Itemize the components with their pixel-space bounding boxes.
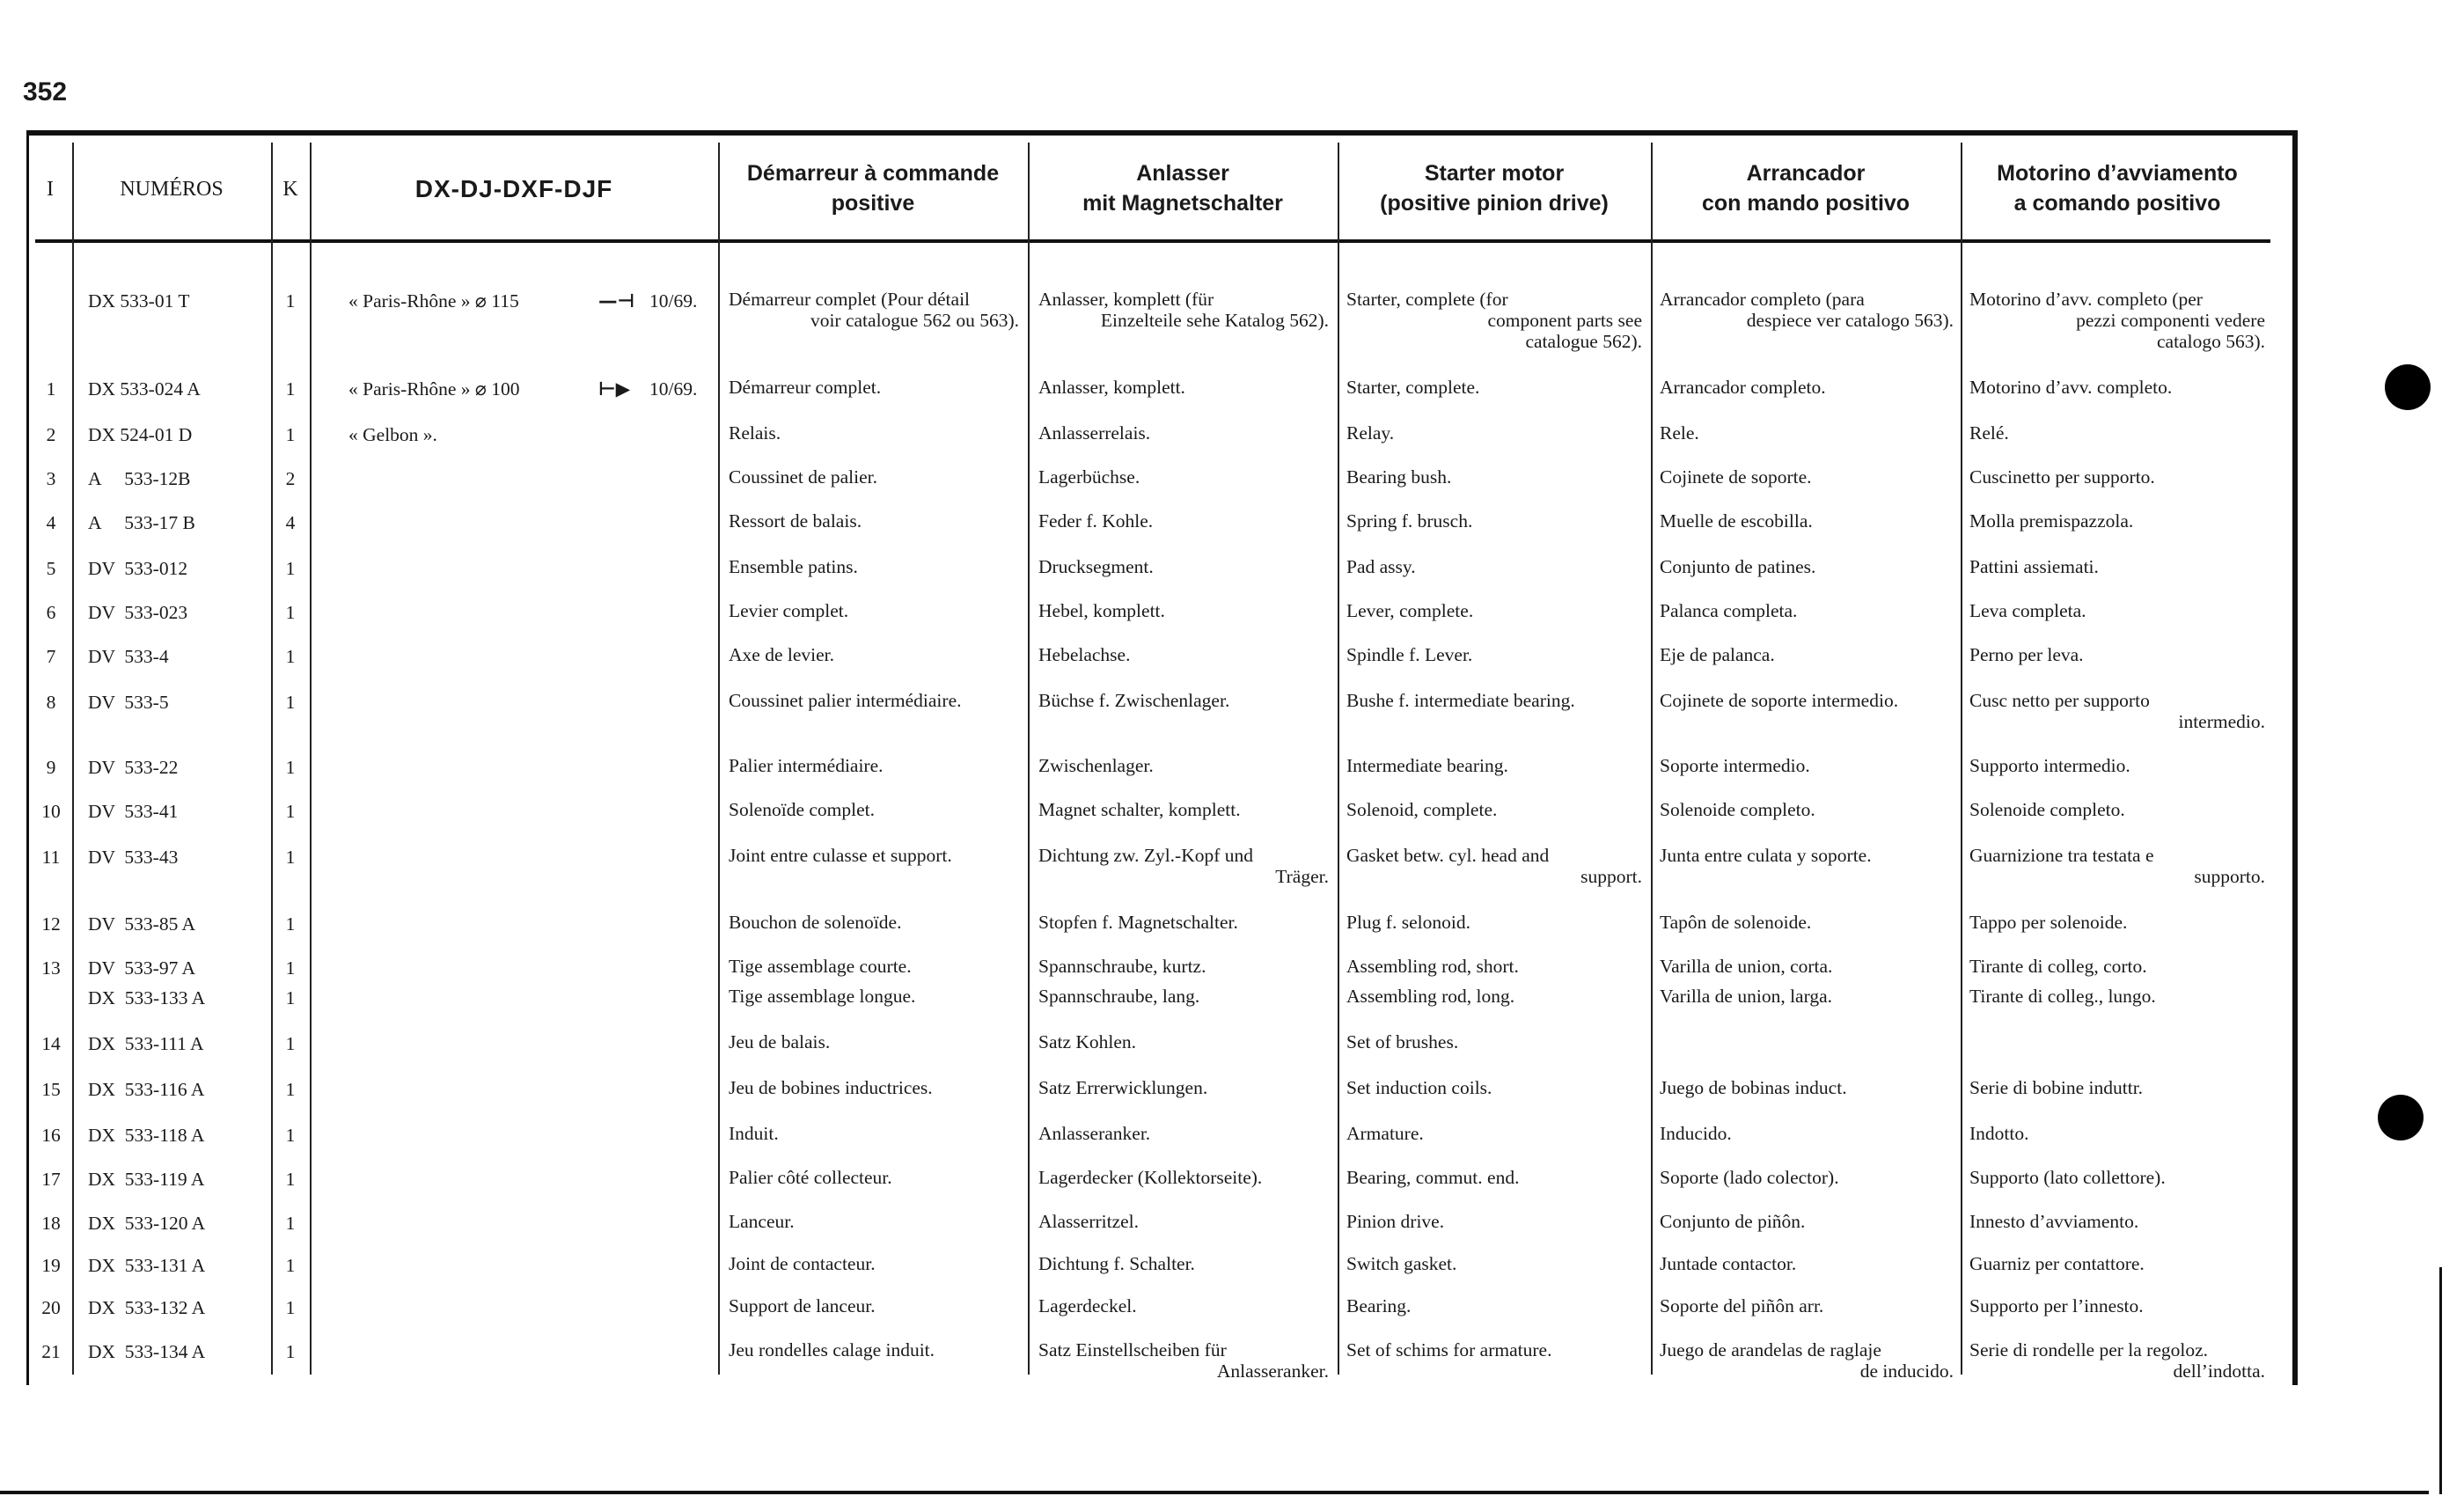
description-it: Solenoide completo. <box>1969 799 2125 820</box>
quantity: 1 <box>285 290 296 312</box>
description-es: Soporte (lado colector). <box>1660 1167 1839 1188</box>
row-index: 5 <box>46 558 56 579</box>
description-es: de inducido. <box>1859 1360 1954 1382</box>
description-it: Guarniz per contattore. <box>1969 1253 2145 1274</box>
description-de: Spannschraube, lang. <box>1038 986 1200 1007</box>
description-de: Dichtung zw. Zyl.-Kopf und <box>1038 845 1254 866</box>
quantity: 1 <box>285 757 296 778</box>
description-it: Indotto. <box>1969 1123 2029 1144</box>
column-divider <box>1028 143 1030 1375</box>
part-number: DX 533-116 A <box>88 1079 205 1100</box>
part-number: DV 533-43 <box>88 847 179 868</box>
description-es: Tapôn de solenoide. <box>1660 912 1812 933</box>
quantity: 1 <box>285 801 296 822</box>
column-divider <box>310 143 312 1375</box>
description-fr: Joint de contacteur. <box>729 1253 876 1274</box>
part-number: DV 533-012 <box>88 558 188 579</box>
row-index: 14 <box>41 1033 61 1054</box>
description-it: Innesto d’avviamento. <box>1969 1211 2139 1232</box>
description-de: Anlasseranker. <box>1216 1360 1329 1382</box>
description-es: Eje de palanca. <box>1660 644 1775 665</box>
column-divider <box>271 143 273 1375</box>
description-de: Anlasserrelais. <box>1038 422 1151 444</box>
row-index: 11 <box>41 847 61 868</box>
description-es: Conjunto de patines. <box>1660 556 1816 577</box>
description-en: Pinion drive. <box>1346 1211 1445 1232</box>
description-es: Solenoide completo. <box>1660 799 1815 820</box>
description-de: Spannschraube, kurtz. <box>1038 956 1206 977</box>
row-index: 4 <box>46 512 56 533</box>
description-de: Anlasseranker. <box>1038 1123 1151 1144</box>
description-de: Lagerdeckel. <box>1038 1295 1137 1316</box>
description-fr: Levier complet. <box>729 600 849 621</box>
description-en: Plug f. selonoid. <box>1346 912 1470 933</box>
description-es: Soporte intermedio. <box>1660 755 1810 776</box>
description-fr: Joint entre culasse et support. <box>729 845 952 866</box>
description-fr: Axe de levier. <box>729 644 834 665</box>
arrow-icon: —⊣ <box>598 290 635 312</box>
description-it: Guarnizione tra testata e <box>1969 845 2154 866</box>
description-fr: Tige assemblage longue. <box>729 986 916 1007</box>
description-it: Relé. <box>1969 422 2009 444</box>
description-de: Anlasser, komplett. <box>1038 377 1185 398</box>
part-number: DX 533-120 A <box>88 1213 206 1234</box>
part-number: DV 533-22 <box>88 757 179 778</box>
row-index: 18 <box>41 1213 61 1234</box>
column-divider <box>72 143 74 1375</box>
row-index: 15 <box>41 1079 61 1100</box>
header-qty: K <box>282 177 298 201</box>
binder-hole <box>2378 1095 2424 1140</box>
description-it: catalogo 563). <box>2157 331 2265 352</box>
description-fr: Bouchon de solenoïde. <box>729 912 902 933</box>
description-fr: Solenoïde complet. <box>729 799 875 820</box>
description-en: Intermediate bearing. <box>1346 755 1508 776</box>
quantity: 1 <box>285 1341 296 1362</box>
description-it: Perno per leva. <box>1969 644 2084 665</box>
description-fr: Relais. <box>729 422 781 444</box>
description-fr: Jeu de bobines inductrices. <box>729 1077 933 1098</box>
description-en: Switch gasket. <box>1346 1253 1457 1274</box>
description-it: Leva completa. <box>1969 600 2086 621</box>
description-it: Serie di rondelle per la regoloz. <box>1969 1339 2209 1360</box>
part-number: DV 533-023 <box>88 602 188 623</box>
quantity: 1 <box>285 1125 296 1146</box>
description-fr: Palier intermédiaire. <box>729 755 884 776</box>
description-de: Einzelteile sehe Katalog 562). <box>1100 310 1329 331</box>
header-english <box>1339 141 1649 238</box>
description-de: Drucksegment. <box>1038 556 1154 577</box>
description-en: component parts see <box>1487 310 1642 331</box>
date-note: 10/69. <box>649 290 698 312</box>
row-index: 1 <box>46 378 56 400</box>
part-number: DX 533-133 A <box>88 987 206 1008</box>
part-number: DV 533-97 A <box>88 957 196 979</box>
supplier-note: « Gelbon ». <box>348 424 437 445</box>
part-number: DV 533-5 <box>88 692 169 713</box>
supplier-note: « Paris-Rhône » ⌀ 100 <box>348 378 520 400</box>
description-en: Gasket betw. cyl. head and <box>1346 845 1550 866</box>
bottom-rule <box>0 1491 2429 1494</box>
header-models: DX-DJ-DXF-DJF <box>414 175 613 203</box>
header-divider <box>35 239 2270 243</box>
column-divider <box>1961 143 1962 1375</box>
description-en: Starter, complete (for <box>1346 289 1508 310</box>
row-index: 7 <box>46 646 56 667</box>
header-italian-line: Motorino d’avviamento <box>1997 161 2238 187</box>
description-en: Set induction coils. <box>1346 1077 1492 1098</box>
description-es: Soporte del piñôn arr. <box>1660 1295 1824 1316</box>
quantity: 1 <box>285 692 296 713</box>
row-index: 17 <box>41 1169 61 1190</box>
row-index: 2 <box>46 424 56 445</box>
description-de: Satz Errerwicklungen. <box>1038 1077 1208 1098</box>
description-de: Lagerbüchse. <box>1038 466 1140 488</box>
header-french-line: Démarreur à commande <box>746 161 1000 187</box>
description-de: Hebelachse. <box>1038 644 1131 665</box>
part-number: DX 533-024 A <box>88 378 201 400</box>
description-de: Magnet schalter, komplett. <box>1038 799 1241 820</box>
header-numbers: NUMÉROS <box>120 177 224 201</box>
description-es: Muelle de escobilla. <box>1660 510 1813 532</box>
description-en: Spindle f. Lever. <box>1346 644 1473 665</box>
description-de: Zwischenlager. <box>1038 755 1154 776</box>
row-index: 3 <box>46 468 56 489</box>
description-it: dell’indotta. <box>2173 1360 2265 1382</box>
row-index: 16 <box>41 1125 61 1146</box>
description-fr: Palier côté collecteur. <box>729 1167 892 1188</box>
description-fr: Induit. <box>729 1123 779 1144</box>
description-en: Pad assy. <box>1346 556 1416 577</box>
description-es: Cojinete de soporte. <box>1660 466 1812 488</box>
part-number: DV 533-4 <box>88 646 169 667</box>
column-divider <box>1338 143 1339 1375</box>
description-en: catalogue 562). <box>1525 331 1642 352</box>
header-german-line: mit Magnetschalter <box>1082 191 1283 216</box>
description-de: Satz Einstellscheiben für <box>1038 1339 1227 1360</box>
description-es: Varilla de union, larga. <box>1660 986 1833 1007</box>
description-fr: Démarreur complet (Pour détail <box>729 289 971 310</box>
description-it: Tappo per solenoide. <box>1969 912 2128 933</box>
description-fr: Démarreur complet. <box>729 377 882 398</box>
description-en: Starter, complete. <box>1346 377 1480 398</box>
description-es: Juego de arandelas de raglaje <box>1660 1339 1881 1360</box>
row-index: 21 <box>41 1341 61 1362</box>
part-number: DV 533-85 A <box>88 913 196 935</box>
description-es: Cojinete de soporte intermedio. <box>1660 690 1899 711</box>
quantity: 1 <box>285 1169 296 1190</box>
description-en: Bearing. <box>1346 1295 1412 1316</box>
description-es: Juego de bobinas induct. <box>1660 1077 1847 1098</box>
description-de: Feder f. Kohle. <box>1038 510 1154 532</box>
header-index: I <box>47 177 54 201</box>
description-it: Tirante di colleg, corto. <box>1969 956 2147 977</box>
binder-hole <box>2385 364 2431 410</box>
description-de: Stopfen f. Magnetschalter. <box>1038 912 1238 933</box>
part-number: DV 533-41 <box>88 801 179 822</box>
description-it: Cusc netto per supporto <box>1969 690 2150 711</box>
row-index: 12 <box>41 913 61 935</box>
description-es: despiece ver catalogo 563). <box>1746 310 1954 331</box>
description-en: Bushe f. intermediate bearing. <box>1346 690 1575 711</box>
description-es: Juntade contactor. <box>1660 1253 1797 1274</box>
header-italian-line: a comando positivo <box>2013 191 2221 216</box>
description-en: Lever, complete. <box>1346 600 1474 621</box>
description-es: Varilla de union, corta. <box>1660 956 1833 977</box>
right-rule <box>2439 1267 2442 1494</box>
description-it: Serie di bobine induttr. <box>1969 1077 2144 1098</box>
description-fr: Coussinet palier intermédiaire. <box>729 690 962 711</box>
quantity: 1 <box>285 1079 296 1100</box>
description-it: Molla premispazzola. <box>1969 510 2134 532</box>
description-fr: Ressort de balais. <box>729 510 862 532</box>
description-fr: Lanceur. <box>729 1211 795 1232</box>
description-es: Arrancador completo (para <box>1660 289 1865 310</box>
part-number: DX 533-119 A <box>88 1169 205 1190</box>
page-number: 352 <box>23 77 68 106</box>
description-it: Supporto (lato collettore). <box>1969 1167 2166 1188</box>
description-es: Conjunto de piñôn. <box>1660 1211 1806 1232</box>
column-divider <box>1651 143 1653 1375</box>
part-number: DX 533-134 A <box>88 1341 206 1362</box>
row-index: 20 <box>41 1297 61 1318</box>
description-it: pezzi componenti vedere <box>2076 310 2265 331</box>
row-index: 13 <box>41 957 61 979</box>
header-french <box>720 141 1026 238</box>
part-number: DX 533-118 A <box>88 1125 205 1146</box>
description-en: Spring f. brusch. <box>1346 510 1473 532</box>
description-it: Motorino d’avv. completo (per <box>1969 289 2203 310</box>
description-it: intermedio. <box>2178 711 2265 732</box>
arrow-icon: ⊢▶ <box>598 378 631 400</box>
description-de: Hebel, komplett. <box>1038 600 1165 621</box>
description-en: Assembling rod, short. <box>1346 956 1519 977</box>
quantity: 2 <box>285 468 296 489</box>
description-it: Supporto intermedio. <box>1969 755 2130 776</box>
row-index: 9 <box>46 757 56 778</box>
part-number: A 533-12B <box>88 468 191 489</box>
header-english-line: Starter motor <box>1424 161 1565 187</box>
header-spanish <box>1653 141 1959 238</box>
header-italian <box>1962 141 2272 238</box>
description-en: Bearing bush. <box>1346 466 1452 488</box>
header-german <box>1030 141 1336 238</box>
part-number: DX 533-01 T <box>88 290 190 312</box>
description-es: Inducido. <box>1660 1123 1732 1144</box>
description-fr: Ensemble patins. <box>729 556 858 577</box>
description-fr: Jeu de balais. <box>729 1031 831 1052</box>
description-de: Büchse f. Zwischenlager. <box>1038 690 1230 711</box>
description-es: Junta entre culata y soporte. <box>1660 845 1872 866</box>
description-de: Anlasser, komplett (für <box>1038 289 1214 310</box>
quantity: 1 <box>285 1213 296 1234</box>
header-german-line: Anlasser <box>1136 161 1229 187</box>
description-es: Palanca completa. <box>1660 600 1798 621</box>
description-it: Supporto per l’innesto. <box>1969 1295 2144 1316</box>
part-number: DX 533-111 A <box>88 1033 204 1054</box>
quantity: 1 <box>285 1297 296 1318</box>
quantity: 1 <box>285 602 296 623</box>
row-index: 8 <box>46 692 56 713</box>
description-it: Cuscinetto per supporto. <box>1969 466 2155 488</box>
quantity: 1 <box>285 646 296 667</box>
description-it: Motorino d’avv. completo. <box>1969 377 2173 398</box>
description-de: Träger. <box>1275 866 1329 887</box>
quantity: 1 <box>285 1033 296 1054</box>
description-fr: voir catalogue 562 ou 563). <box>810 310 1019 331</box>
description-fr: Coussinet de palier. <box>729 466 877 488</box>
description-en: Assembling rod, long. <box>1346 986 1515 1007</box>
quantity: 1 <box>285 424 296 445</box>
date-note: 10/69. <box>649 378 698 400</box>
part-number: DX 533-131 A <box>88 1255 206 1276</box>
description-fr: Jeu rondelles calage induit. <box>729 1339 935 1360</box>
quantity: 1 <box>285 1255 296 1276</box>
part-number: DX 533-132 A <box>88 1297 206 1318</box>
row-index: 6 <box>46 602 56 623</box>
header-english-line: (positive pinion drive) <box>1380 191 1609 216</box>
quantity: 1 <box>285 987 296 1008</box>
description-de: Alasserritzel. <box>1038 1211 1140 1232</box>
description-en: Set of schims for armature. <box>1346 1339 1552 1360</box>
quantity: 1 <box>285 913 296 935</box>
quantity: 1 <box>285 957 296 979</box>
description-en: Set of brushes. <box>1346 1031 1459 1052</box>
quantity: 1 <box>285 558 296 579</box>
quantity: 1 <box>285 847 296 868</box>
description-fr: Support de lanceur. <box>729 1295 876 1316</box>
description-en: Bearing, commut. end. <box>1346 1167 1520 1188</box>
header-spanish-line: Arrancador <box>1746 161 1866 187</box>
description-de: Satz Kohlen. <box>1038 1031 1137 1052</box>
quantity: 1 <box>285 378 296 400</box>
row-index: 10 <box>41 801 61 822</box>
row-index: 19 <box>41 1255 61 1276</box>
supplier-note: « Paris-Rhône » ⌀ 115 <box>348 290 519 312</box>
description-es: Rele. <box>1660 422 1699 444</box>
quantity: 4 <box>285 512 296 533</box>
description-en: support. <box>1580 866 1642 887</box>
column-divider <box>718 143 720 1375</box>
header-french-line: positive <box>831 191 915 216</box>
description-en: Relay. <box>1346 422 1395 444</box>
description-de: Dichtung f. Schalter. <box>1038 1253 1195 1274</box>
description-it: Pattini assiemati. <box>1969 556 2099 577</box>
header-spanish-line: con mando positivo <box>1701 191 1910 216</box>
description-fr: Tige assemblage courte. <box>729 956 912 977</box>
part-number: A 533-17 B <box>88 512 195 533</box>
description-de: Lagerdecker (Kollektorseite). <box>1038 1167 1263 1188</box>
description-it: Tirante di colleg., lungo. <box>1969 986 2156 1007</box>
description-it: supporto. <box>2194 866 2265 887</box>
part-number: DX 524-01 D <box>88 424 193 445</box>
description-es: Arrancador completo. <box>1660 377 1826 398</box>
description-en: Solenoid, complete. <box>1346 799 1498 820</box>
description-en: Armature. <box>1346 1123 1424 1144</box>
